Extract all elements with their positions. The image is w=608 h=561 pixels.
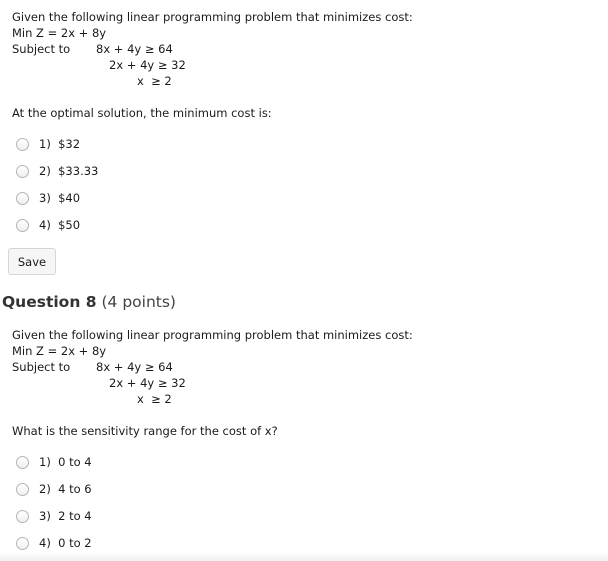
radio-button[interactable]	[16, 219, 29, 232]
radio-button[interactable]	[16, 537, 29, 550]
q8-intro: Given the following linear programming problem that minimizes cost:	[12, 328, 413, 342]
q8-option-4[interactable]	[16, 534, 92, 552]
question-8-header	[2, 293, 176, 311]
option-label: 2) 4 to 6	[39, 482, 92, 496]
option-label: 4) 0 to 2	[39, 536, 92, 550]
radio-button[interactable]	[16, 165, 29, 178]
q8-constraint-1: 8x + 4y ≥ 64	[96, 360, 173, 374]
option-label: 2) $33.33	[39, 164, 99, 178]
q7-prompt: At the optimal solution, the minimum cost is:	[12, 106, 272, 120]
q7-constraint-2: 2x + 4y ≥ 32	[109, 58, 186, 72]
q8-option-1[interactable]	[16, 453, 92, 471]
bottom-divider	[0, 552, 608, 561]
q7-option-3[interactable]	[16, 189, 80, 207]
q7-option-1[interactable]	[16, 135, 80, 153]
save-button[interactable]: Save	[8, 248, 56, 275]
q7-constraint-3: x ≥ 2	[137, 74, 172, 88]
q8-option-3[interactable]	[16, 507, 92, 525]
q8-subject-to-label: Subject to	[12, 360, 71, 374]
radio-button[interactable]	[16, 510, 29, 523]
radio-button[interactable]	[16, 192, 29, 205]
radio-button[interactable]	[16, 456, 29, 469]
q7-option-4[interactable]	[16, 216, 80, 234]
option-label: 4) $50	[39, 218, 81, 232]
option-label: 3) 2 to 4	[39, 509, 92, 523]
question-title: Question 8	[2, 293, 97, 311]
q8-prompt: What is the sensitivity range for the cost of x?	[12, 424, 278, 438]
q7-objective: Min Z = 2x + 8y	[12, 26, 107, 40]
radio-button[interactable]	[16, 138, 29, 151]
option-label: 3) $40	[39, 191, 81, 205]
q7-constraint-1: 8x + 4y ≥ 64	[96, 42, 173, 56]
q7-subject-to-label: Subject to	[12, 42, 71, 56]
q8-constraint-3: x ≥ 2	[137, 392, 172, 406]
option-label: 1) $32	[39, 137, 81, 151]
radio-button[interactable]	[16, 483, 29, 496]
question-points: (4 points)	[101, 293, 176, 311]
q7-option-2[interactable]	[16, 162, 98, 180]
q8-objective: Min Z = 2x + 8y	[12, 344, 107, 358]
option-label: 1) 0 to 4	[39, 455, 92, 469]
q7-intro: Given the following linear programming problem that minimizes cost:	[12, 10, 413, 24]
q8-option-2[interactable]	[16, 480, 92, 498]
q8-constraint-2: 2x + 4y ≥ 32	[109, 376, 186, 390]
